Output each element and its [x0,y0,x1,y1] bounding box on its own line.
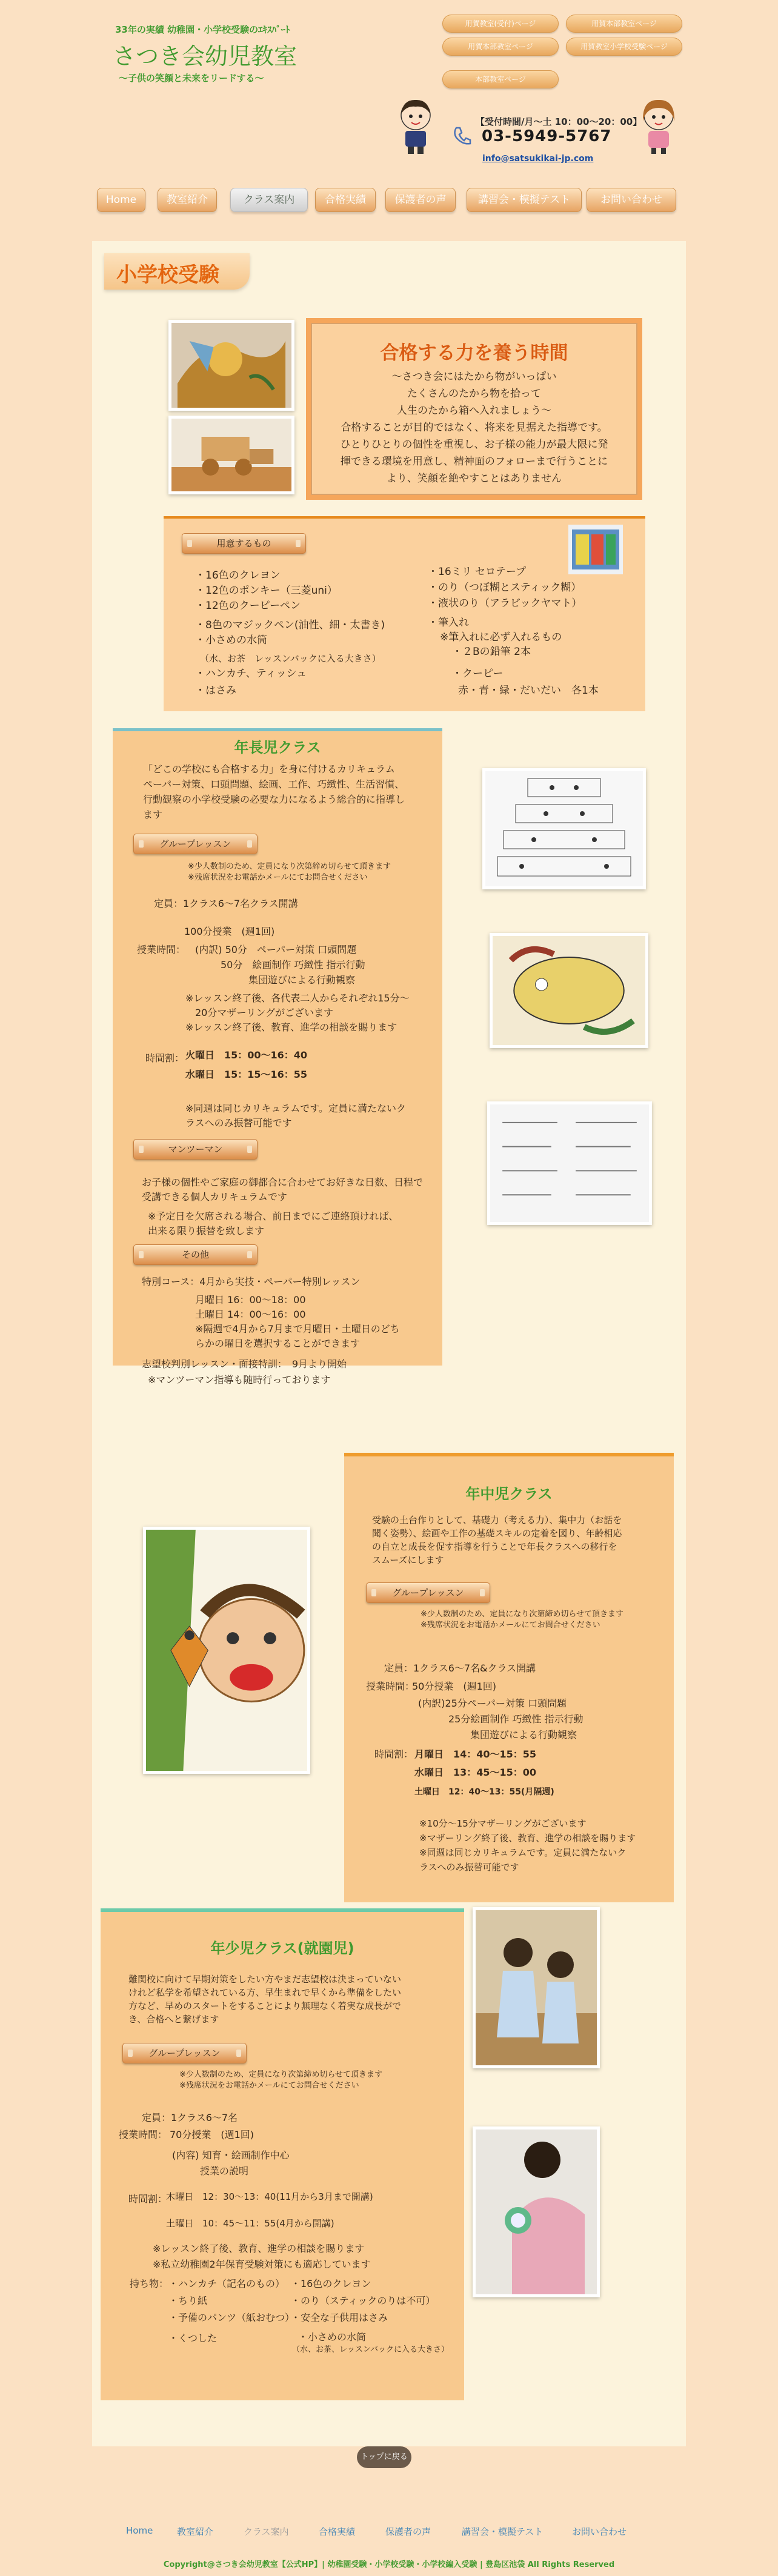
senior-intro-1: 「どこの学校にも合格する力」を身に付けるカリキュラム [143,763,395,775]
supply-left-5: ・小さめの水筒 [195,634,267,646]
middle-lesson-label: 授業時間： [366,1681,415,1692]
quick-link-1[interactable]: 用賀教室(受付)ページ [442,15,559,33]
supply-right-7: ・クーピー [452,668,504,680]
senior-schedule-2: 水曜日 15：15〜16：55 [185,1069,308,1080]
supplies-label: 用意するもの [182,533,306,554]
junior-intro-1: 難関校に向けて早期対策をしたい方やまだ志望校は決まっていない [128,1974,402,1985]
middle-class-title: 年中児クラス [465,1486,553,1502]
junior-item-left-4: ・くつした [168,2332,218,2344]
junior-item-right-5: （水、お茶、レッスンバックに入る大きさ） [292,2345,449,2354]
nav-seminars[interactable]: 講習会・模擬テスト [467,188,582,212]
senior-schedule-1: 火曜日 15：00〜16：40 [185,1049,308,1061]
footer-nav-testimonials[interactable]: 保護者の声 [385,2526,431,2537]
middle-lesson-line-3: 集団遊びによる行動観察 [470,1729,577,1741]
copyright: Copyright@さつき会幼児教室【公式HP】| 幼稚園受験・小学校受験・小学校編入受験 | 豊島区池袋 All Rights Reserved [163,2560,615,2569]
senior-lesson-label: 授業時間： [137,944,186,955]
supply-left-1: ・16色のクレヨン [195,569,281,582]
middle-intro-3: の自立と成長を促す指導を行うことで年長クラスへの移行を [372,1541,617,1552]
junior-items-label: 持ち物： [130,2278,169,2289]
junior-lesson-line-1: (内容) 知育・絵画制作中心 [172,2149,290,2161]
supply-right-5: ※筆入れに必ず入れるもの [440,631,562,643]
intro-line-4: 合格することが目的ではなく、将来を見据えた指導です。 [341,422,608,434]
site-title[interactable]: さつき会幼児教室 [113,43,298,70]
footer-nav-contact[interactable]: お問い合わせ [572,2526,627,2537]
nav-testimonials[interactable]: 保護者の声 [385,188,456,212]
senior-m2m-text-1: お子様の個性やご家庭の御都合に合わせてお好きな日数、日程で [142,1177,424,1188]
senior-other-1: 特別コース：4月から実技・ペーパー特別レッスン [142,1276,361,1287]
supply-left-8: ・はさみ [195,685,236,697]
junior-item-right-3: ・安全な子供用はさみ [291,2312,388,2323]
intro-line-3: 人生のたから箱へ入れましょう〜 [397,405,551,417]
senior-other-2: 月曜日 16：00〜18：00 [195,1294,306,1306]
middle-lesson-line-2: 25分絵画制作 巧緻性 指示行動 [448,1713,584,1725]
quick-link-3[interactable]: 用賀本部教室ページ [442,38,559,56]
children-photo [473,1907,600,2068]
handwriting-photo [487,1101,652,1225]
middle-schedule-1: 月曜日 14：40〜15：55 [414,1748,537,1760]
junior-schedule-2: 土曜日 10：45〜11：55(4月から開講) [166,2218,334,2229]
senior-capacity: 定員：1クラス6〜7名クラス開講 [154,898,298,909]
senior-m2m-label: マンツーマン [133,1139,258,1160]
girl-mascot-icon [640,97,677,154]
senior-m2m-text-2: 受講できる個人カリキュラムです [142,1191,287,1203]
supply-right-3: ・液状のり（アラビックヤマト） [428,597,582,609]
junior-group-label: グループレッスン [122,2043,247,2063]
supply-left-3: ・12色のクーピーペン [195,600,301,612]
junior-note-1: ※レッスン終了後、教育、進学の相談を賜ります [153,2243,365,2254]
junior-capacity: 定員：1クラス6〜7名 [142,2112,238,2123]
intro-box [306,318,642,500]
junior-lesson-length: 70分授業 (週1回) [170,2129,254,2140]
senior-lesson-note-2: 20分マザーリングがございます [195,1007,334,1018]
junior-class-title: 年少児クラス(就園児) [210,1940,354,1957]
junior-group-note-2: ※残席状況をお電話かメールにてお問合せください [179,2081,359,2090]
senior-m2m-note-1: ※予定日を欠席される場合、前日までにご連絡頂ければ、 [148,1210,399,1222]
middle-note-3: ※同週は同じカリキュラムです。定員に満たないク [419,1847,627,1858]
intro-line-5: ひとりひとりの個性を重視し、お子様の能力が最大限に発 [340,439,608,451]
junior-intro-3: 方など、早めのスタートをすることにより無理なく着実な成長がで [128,2000,402,2011]
phone-icon [451,125,472,146]
supply-left-7: ・ハンカチ、ティッシュ [195,668,307,680]
middle-schedule-3: 土曜日 12：40〜13：55(月隔週) [414,1787,554,1797]
child-drawing-photo [143,1527,310,1774]
middle-intro-4: スムーズにします [372,1555,444,1565]
junior-lesson-label: 授業時間： [119,2129,168,2140]
phone-number[interactable]: 03-5949-5767 [482,127,612,145]
senior-other-4: ※隔週で4月から7月まで月曜日・土曜日のどち [195,1323,400,1335]
senior-m2m-note-2: 出来る限り振替を致します [148,1225,265,1237]
junior-item-right-4: ・小さめの水筒 [298,2331,367,2343]
supply-right-1: ・16ミリ セロテープ [428,566,527,578]
senior-group-label: グループレッスン [133,834,258,854]
email-link[interactable]: info@satsukikai-jp.com [482,154,594,164]
craft-photo [168,320,294,411]
senior-lesson-line-2: 50分 絵画制作 巧緻性 指示行動 [221,959,365,971]
stationery-icon [568,525,623,574]
intro-line-7: より、笑顔を絶やすことはありません [387,473,562,485]
middle-lesson-line-1: (内訳)25分ペーパー対策 口頭問題 [418,1698,567,1709]
middle-time-label: 時間割： [374,1748,414,1760]
middle-group-label: グループレッスン [366,1582,490,1603]
header-tagline: 33年の実績 幼稚園・小学校受験のｴｷｽﾊﾟｰﾄ [115,24,290,35]
junior-intro-4: き、合格へと繋げます [128,2014,219,2025]
middle-schedule-2: 水曜日 13：45〜15：00 [414,1767,537,1778]
junior-group-note-1: ※少人数制のため、定員になり次第締め切らせて頂きます [179,2070,382,2079]
senior-lesson-line-1: (内訳) 50分 ペーパー対策 口頭問題 [195,944,357,955]
senior-schedule-note-2: ラスへのみ振替可能です [185,1117,292,1129]
junior-item-left-2: ・ちり紙 [168,2295,208,2306]
supply-left-4: ・8色のマジックペン(油性、細・太書き) [195,619,385,631]
quick-link-5[interactable]: 本部教室ページ [442,70,559,88]
middle-note-1: ※10分〜15分マザーリングがございます [419,1818,587,1829]
senior-lesson-note-3: ※レッスン終了後、教育、進学の相談を賜ります [185,1021,397,1033]
footer-nav-home[interactable]: Home [126,2525,153,2536]
senior-group-note-1: ※少人数制のため、定員になり次第締め切らせて頂きます [188,862,391,871]
junior-lesson-line-2: 授業の説明 [200,2165,249,2177]
senior-lesson-note-1: ※レッスン終了後、各代表二人からそれぞれ15分〜 [185,992,410,1004]
footer-nav-results[interactable]: 合格実績 [319,2526,356,2537]
senior-class-section [113,728,442,1366]
footer-nav-seminars[interactable]: 講習会・模擬テスト [462,2526,544,2537]
nav-results[interactable]: 合格実績 [315,188,376,212]
supply-right-6: ・２Bの鉛筆 2本 [452,646,531,658]
senior-intro-2: ペーパー対策、口頭問題、絵画、工作、巧緻性、生活習慣、 [143,778,405,790]
wooden-toy-photo [168,416,294,494]
boy-mascot-icon [397,97,434,154]
middle-capacity: 定員：1クラス6〜7名&クラス開講 [384,1662,536,1674]
nav-home[interactable]: Home [97,188,145,212]
middle-note-4: ラスへのみ振替可能です [419,1862,519,1873]
senior-lesson-length: 100分授業 (週1回) [184,926,275,937]
supply-right-4: ・筆入れ [428,617,469,629]
middle-note-2: ※マザーリング終了後、教育、進学の相談を賜ります [419,1833,636,1844]
page-title: 小学校受験 [104,253,250,290]
business-hours: 【受付時間/月〜土 10：00〜20：00】 [476,116,642,127]
senior-other-label: その他 [133,1244,258,1265]
middle-intro-1: 受験の土台作りとして、基礎力（考える力）、集中力（お話を [372,1515,622,1525]
child-activity-photo [473,2126,600,2297]
senior-intro-4: ます [143,809,163,820]
junior-note-2: ※私立幼稚園2年保育受験対策にも適応しています [153,2259,371,2270]
supply-right-2: ・のり（つぼ糊とスティック糊） [428,582,582,594]
fish-art-photo [490,933,648,1048]
quick-link-2[interactable]: 用賀本部教室ページ [566,15,682,33]
senior-other-7: ※マンツーマン指導も随時行っております [148,1374,331,1386]
junior-intro-2: けれど私学を希望されている方、早生まれで早くから準備をしたい [128,1987,402,1998]
middle-group-note-1: ※少人数制のため、定員になり次第締め切らせて頂きます [421,1610,623,1619]
senior-group-note-2: ※残席状況をお電話かメールにてお問合せください [188,873,368,882]
middle-intro-2: 聞く姿勢）、絵画や工作の基礎スキルの定着を図り、年齢相応 [372,1528,622,1539]
junior-item-left-1: ・ハンカチ（記名のもの） [168,2278,285,2289]
senior-class-title: 年長児クラス [234,739,321,756]
intro-line-2: たくさんのたから物を拾って [407,388,541,400]
supply-left-2: ・12色のポンキー（三菱uni） [195,585,337,597]
junior-schedule-1: 木曜日 12：30〜13：40(11月から3月まで開講) [166,2191,373,2202]
middle-lesson-length: 50分授業 (週1回) [412,1681,497,1692]
footer-nav-classes[interactable]: クラス案内 [244,2526,289,2537]
worksheet-photo [482,768,646,889]
footer-nav-about[interactable]: 教室紹介 [177,2526,214,2537]
senior-schedule-note-1: ※同週は同じカリキュラムです。定員に満たないク [185,1103,406,1114]
junior-time-label: 時間割： [128,2193,168,2205]
nav-about[interactable]: 教室紹介 [158,188,217,212]
senior-other-5: らかの曜日を選択することができます [195,1338,361,1349]
senior-other-6: 志望校判別レッスン・面接特訓： 9月より開始 [142,1358,347,1370]
quick-link-4[interactable]: 用賀教室小学校受験ページ [566,38,682,56]
site-subtitle: 〜子供の笑顔と未来をリードする〜 [119,73,264,84]
nav-classes[interactable]: クラス案内 [230,188,308,212]
junior-item-left-3: ・予備のパンツ（紙おむつ） [168,2312,295,2323]
middle-group-note-2: ※残席状況をお電話かメールにてお問合せください [421,1621,600,1630]
senior-lesson-line-3: 集団遊びによる行動観察 [248,974,356,986]
back-to-top-button[interactable]: トップに戻る [357,2446,411,2468]
intro-heading: 合格する力を養う時間 [380,342,568,364]
supply-right-8: 赤・青・緑・だいだい 各1本 [458,685,599,697]
supply-left-6: （水、お茶 レッスンバックに入る大きさ） [200,653,381,664]
senior-other-3: 土曜日 14：00〜16：00 [195,1309,306,1320]
junior-item-right-2: ・のり（スティックのりは不可） [291,2295,436,2306]
senior-intro-3: 行動観察の小学校受験の必要な力になるよう総合的に指導し [143,794,405,805]
junior-item-right-1: ・16色のクレヨン [291,2278,371,2289]
intro-line-1: 〜さつき会にはたから物がいっぱい [391,371,557,383]
intro-line-6: 揮できる環境を用意し、精神面のフォローまで行うことに [340,456,608,468]
senior-time-label: 時間割： [145,1052,185,1064]
nav-contact[interactable]: お問い合わせ [587,188,676,212]
